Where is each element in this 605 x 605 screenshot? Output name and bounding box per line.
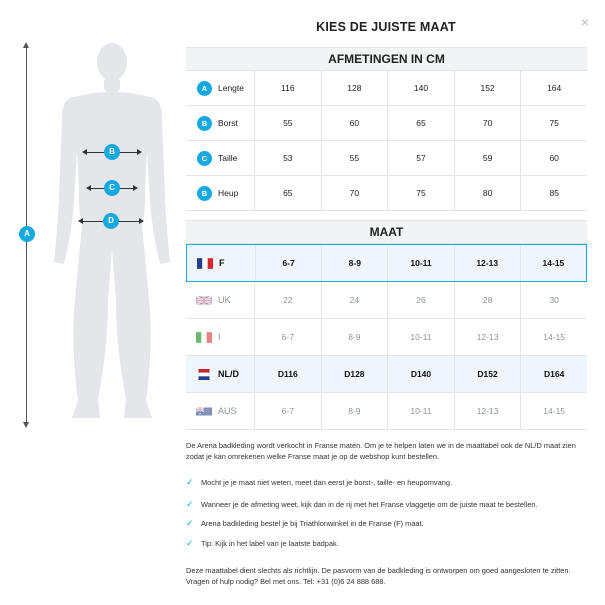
size-cell: 10-11 [388,393,455,429]
size-cell: 22 [255,282,322,318]
size-row [186,244,587,282]
measurement-label [186,71,255,105]
check-icon: ✓ [186,538,194,548]
size-cell: D140 [388,356,455,392]
size-system: UK [218,295,231,305]
measurement-name: Borst [218,118,238,128]
measurement-cell: 128 [322,71,389,105]
measurement-cell: 70 [322,176,389,210]
measurement-badge: A [197,81,212,96]
measurement-label [186,106,255,140]
body-silhouette-icon [0,0,186,440]
page-title: KIES DE JUISTE MAAT [316,20,456,34]
size-label [187,245,256,281]
netherlands-flag-icon [186,369,218,380]
measurement-row [186,71,587,106]
measurement-cell: 152 [455,71,522,105]
tip-text: Mocht je je maat niet weten, meet dan eerst je borst-, taille- en heupomvang. [201,478,453,487]
measurement-cell: 75 [388,176,455,210]
size-system: AUS [218,406,237,416]
size-label [186,356,255,392]
measurement-cell: 60 [549,153,559,163]
size-cell: 24 [322,282,389,318]
tip-item [186,499,591,510]
size-cell: D152 [455,356,522,392]
measurement-cell: 53 [255,141,322,175]
measurement-label [186,176,255,210]
measurement-name: Taille [218,153,238,163]
measurement-cell: 75 [549,118,559,128]
sizes-header: MAAT [186,220,587,244]
measurement-cell: 80 [455,176,522,210]
tip-text: Arena badkleding bestel je bij Triathlonwinkel in de Franse (F) maat. [201,519,424,528]
australia-flag-icon [186,406,218,417]
size-cell: 14-15 [543,332,566,342]
measurement-badge: C [197,151,212,166]
size-cell: 12-13 [455,245,521,281]
size-label [186,319,255,355]
tip-item [186,538,591,549]
measurements-header: AFMETINGEN IN CM [186,47,587,71]
france-flag-icon [187,258,219,269]
tip-item [186,518,591,529]
measurement-badge: B [197,186,212,201]
measurement-cell: 85 [549,188,559,198]
size-cell: 14-15 [542,258,565,268]
size-cell: 8-9 [322,393,389,429]
measurement-name: Lengte [218,83,244,93]
size-cell: 14-15 [543,406,566,416]
waist-badge: C [104,180,120,196]
measurement-row [186,141,587,176]
measurement-cell: 60 [322,106,389,140]
size-label [186,393,255,429]
height-badge: A [19,226,35,242]
measurement-cell: 57 [388,141,455,175]
measurement-cell: 164 [547,83,562,93]
measurement-cell: 55 [255,106,322,140]
size-system: I [218,332,221,342]
size-cell: 6-7 [256,245,322,281]
measurements-table [186,47,587,211]
size-system: F [219,258,225,268]
size-cell: 6-7 [255,319,322,355]
measurement-cell: 70 [455,106,522,140]
size-cell: 8-9 [322,245,388,281]
size-cell: 8-9 [322,319,389,355]
close-icon[interactable]: × [580,14,589,30]
measurement-cell: 55 [322,141,389,175]
size-cell: 12-13 [455,393,522,429]
intro-text: De Arena badkleding wordt verkocht in Franse maten. Om je te helpen laten we in de maattabel ook de NL/D maat zien zodat je kan omrekenen welke Franse maat je op de webshop kunt bestellen. [186,441,576,461]
measurement-name: Heup [218,188,239,198]
size-label [186,282,255,318]
size-cell: 10-11 [388,245,454,281]
size-cell: 12-13 [455,319,522,355]
hip-badge: D [103,213,119,229]
chest-badge: B [104,144,120,160]
size-row [186,356,587,393]
size-cell: 28 [455,282,522,318]
tip-text: Wanneer je de afmeting weet, kijk dan in de rij met het Franse vlaggetje om de juiste maat te bestellen. [201,500,538,509]
footer-text: Deze maattabel dient slechts als richtlijn. De pasvorm van de badkleding is ontworpen om goed aangesloten te zitten. Vragen of hulp nodig? Bel met ons. Tel: +31 (0)6 24 888 688. [186,566,571,586]
size-cell: 10-11 [388,319,455,355]
size-row [186,282,587,319]
uk-flag-icon [186,295,218,306]
size-cell: D128 [322,356,389,392]
measurement-row [186,176,587,211]
measurement-label [186,141,255,175]
body-silhouette [0,0,186,440]
size-system: NL/D [218,369,239,379]
size-cell: D164 [544,369,565,379]
check-icon: ✓ [186,518,194,528]
size-row [186,393,587,430]
size-cell: 26 [388,282,455,318]
size-row [186,319,587,356]
measurement-cell: 116 [255,71,322,105]
check-icon: ✓ [186,499,194,509]
check-icon: ✓ [186,477,194,487]
measurement-cell: 65 [388,106,455,140]
italy-flag-icon [186,332,218,343]
tip-text: Tip: Kijk in het label van je laatste badpak. [201,539,339,548]
sizes-table [186,220,587,430]
tip-item [186,477,591,488]
measurement-cell: 65 [255,176,322,210]
measurement-cell: 140 [388,71,455,105]
size-cell: 30 [549,295,559,305]
measurement-row [186,106,587,141]
measurement-cell: 59 [455,141,522,175]
size-cell: D116 [255,356,322,392]
measurement-badge: B [197,116,212,131]
size-cell: 6-7 [255,393,322,429]
